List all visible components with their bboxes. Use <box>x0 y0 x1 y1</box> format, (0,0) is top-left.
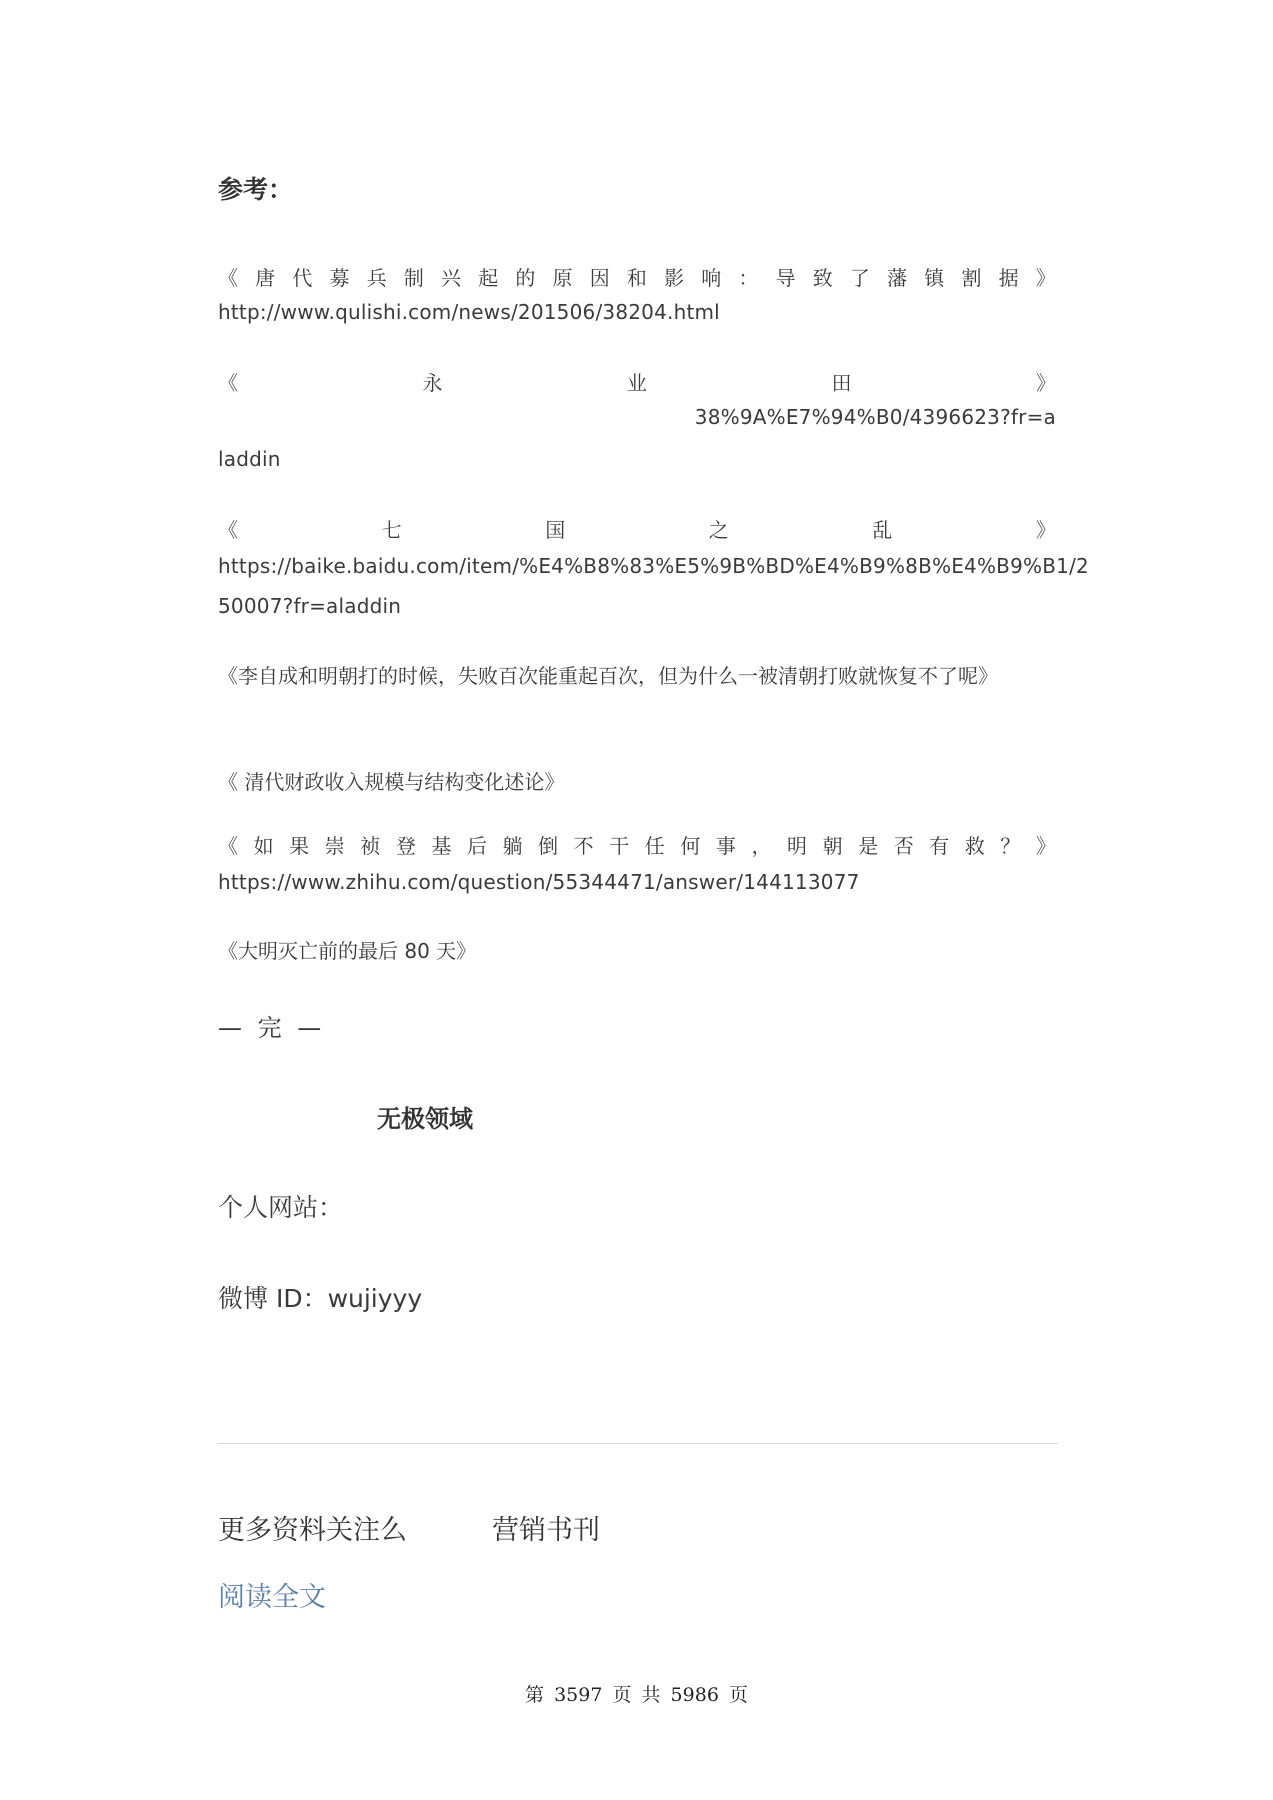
title-char: 七 <box>381 518 402 542</box>
title-char: 乱 <box>872 518 893 542</box>
title-char: 和 <box>626 266 647 290</box>
ref-7-title: 《大明灭亡前的最后 80 天》 <box>218 939 477 963</box>
more-info-label: 更多资料关注么 <box>218 1515 407 1546</box>
title-char: 救 <box>964 834 985 858</box>
title-char: 永 <box>422 371 443 395</box>
ref-4-title: 《李自成和明朝打的时候，失败百次能重起百次，但为什么一被清朝打败就恢复不了呢》 <box>218 664 998 688</box>
title-char: 《 <box>218 266 238 290</box>
ref-2-title <box>218 367 1056 396</box>
title-char: 《 <box>218 371 238 395</box>
ref-2-url-tail: 38%9A%E7%94%B0/4396623?fr=a <box>694 405 1056 429</box>
title-char: 》 <box>1035 834 1056 858</box>
ref-3-url-cont: 50007?fr=aladdin <box>218 594 402 618</box>
title-char: ， <box>751 834 772 858</box>
weibo-id: 微博 ID：wujiyyy <box>218 1284 423 1313</box>
title-char: 导 <box>775 266 796 290</box>
title-char: 如 <box>253 834 274 858</box>
title-char: ？ <box>1000 834 1021 858</box>
title-char: 田 <box>831 371 852 395</box>
ref-5-title: 《 清代财政收入规模与结构变化述论》 <box>218 770 565 794</box>
title-char: 任 <box>644 834 665 858</box>
title-char: 不 <box>573 834 594 858</box>
title-char: ： <box>738 266 759 290</box>
read-all-link[interactable]: 阅读全文 <box>218 1582 326 1613</box>
page-number: 第 3597 页 共 5986 页 <box>525 1684 748 1706</box>
title-char: 后 <box>466 834 487 858</box>
title-char: 是 <box>858 834 879 858</box>
title-char: 镇 <box>924 266 945 290</box>
ref-1-url: http://www.qulishi.com/news/201506/38204.html <box>218 300 720 324</box>
title-char: 》 <box>1035 518 1056 542</box>
title-char: 割 <box>961 266 982 290</box>
title-char: 《 <box>218 518 238 542</box>
title-char: 否 <box>893 834 914 858</box>
title-char: 募 <box>329 266 350 290</box>
title-char: 的 <box>515 266 536 290</box>
title-char: 影 <box>664 266 685 290</box>
marketing-books-label: 营销书刊 <box>492 1515 600 1546</box>
ref-2-url-cont: laddin <box>218 447 281 471</box>
ref-3-url: https://baike.baidu.com/item/%E4%B8%83%E5%9B%BD%E4%B9%8B%E4%B9%B1/2 <box>218 554 1089 578</box>
end-mark: — 完 — <box>218 1014 326 1042</box>
title-char: 兴 <box>441 266 462 290</box>
title-char: 据 <box>998 266 1019 290</box>
title-char: 代 <box>292 266 313 290</box>
ref-3-title <box>218 514 1056 543</box>
references-heading: 参考： <box>218 175 294 204</box>
title-char: 明 <box>787 834 807 858</box>
title-char: 》 <box>1035 266 1056 290</box>
title-char: 致 <box>812 266 833 290</box>
title-char: 祯 <box>360 834 381 858</box>
title-char: 原 <box>552 266 573 290</box>
title-char: 响 <box>701 266 722 290</box>
title-char: 因 <box>589 266 610 290</box>
title-char: 了 <box>849 266 870 290</box>
title-char: 事 <box>715 834 736 858</box>
title-char: 业 <box>627 371 647 395</box>
divider <box>218 1443 1058 1444</box>
ref-6-url: https://www.zhihu.com/question/55344471/answer/144113077 <box>218 870 860 894</box>
title-char: 》 <box>1036 371 1056 395</box>
title-char: 之 <box>708 518 729 542</box>
title-char: 崇 <box>324 834 345 858</box>
title-char: 干 <box>609 834 630 858</box>
title-char: 躺 <box>502 834 523 858</box>
title-char: 兵 <box>366 266 387 290</box>
title-char: 果 <box>289 834 310 858</box>
title-char: 藩 <box>887 266 908 290</box>
title-char: 基 <box>431 834 452 858</box>
title-char: 《 <box>218 834 238 858</box>
title-char: 国 <box>545 518 566 542</box>
title-char: 制 <box>403 266 424 290</box>
author-name: 无极领域 <box>377 1105 473 1133</box>
title-char: 倒 <box>538 834 559 858</box>
title-char: 唐 <box>255 266 276 290</box>
title-char: 有 <box>929 834 950 858</box>
personal-site-label: 个人网站： <box>218 1193 344 1222</box>
title-char: 起 <box>478 266 499 290</box>
title-char: 朝 <box>822 834 843 858</box>
ref-1-title <box>218 262 1056 291</box>
ref-6-title <box>218 830 1056 859</box>
title-char: 登 <box>395 834 416 858</box>
title-char: 何 <box>680 834 701 858</box>
